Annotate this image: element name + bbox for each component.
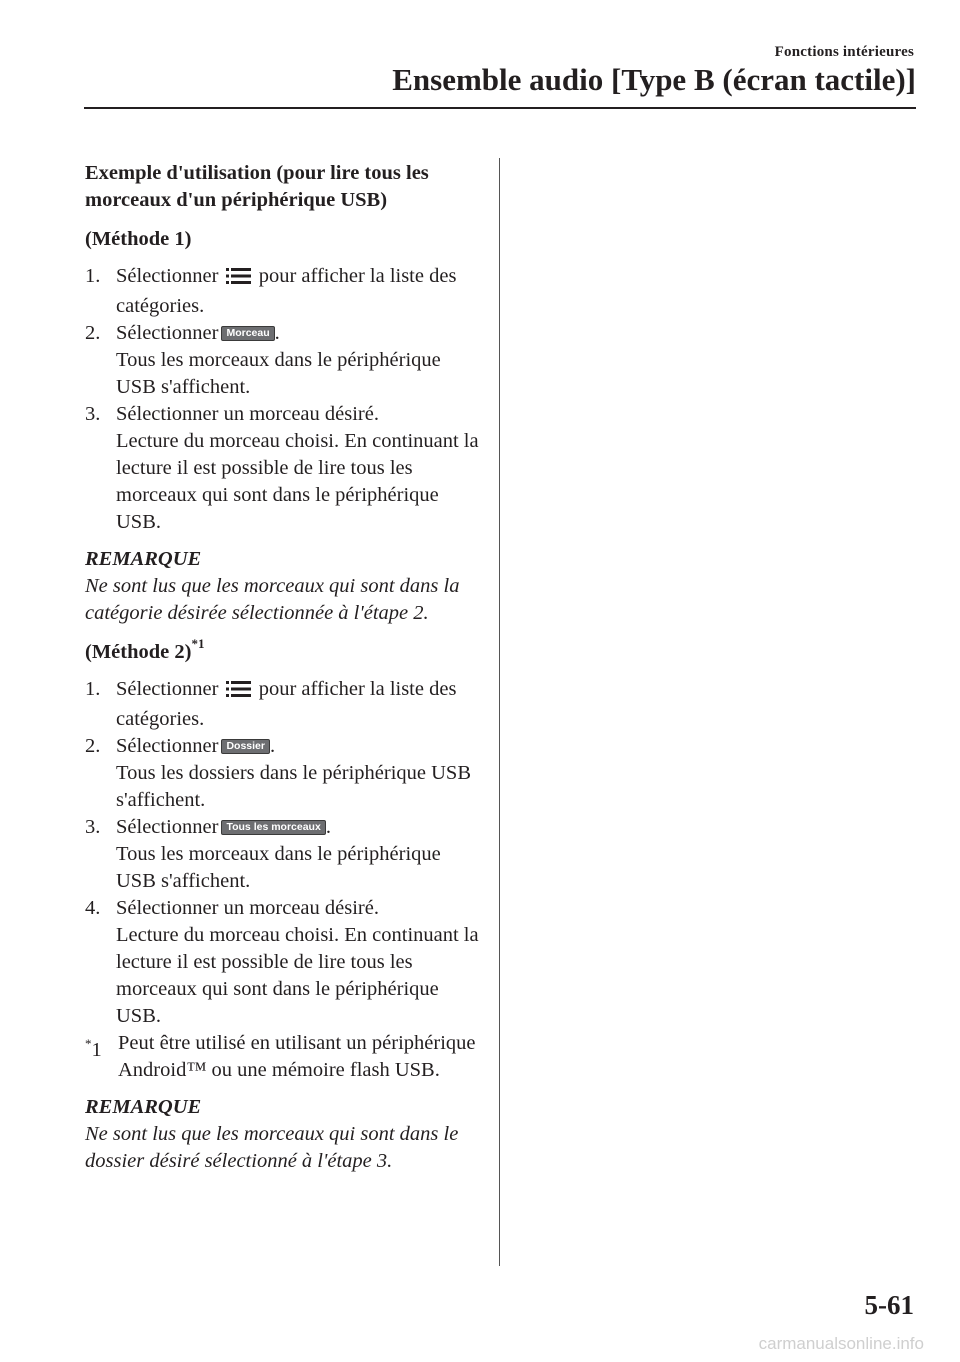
step-text: Sélectionner bbox=[116, 678, 219, 700]
section-heading: Exemple d'utilisation (pour lire tous les morceaux d'un périphérique USB) bbox=[85, 162, 429, 211]
step-text: Sélectionner bbox=[116, 816, 219, 838]
method-1-step-3 bbox=[85, 401, 485, 536]
step-result: Lecture du morceau choisi. En continuant la lecture il est possible de lire tous les morceaux qui sont dans le périphérique USB. bbox=[116, 430, 479, 533]
step-text: Sélectionner un morceau désiré. bbox=[116, 403, 379, 425]
step-text: Sélectionner bbox=[116, 265, 219, 287]
method-2-title: (Méthode 2) bbox=[85, 641, 192, 663]
step-result: Tous les morceaux dans le périphérique USB s'affichent. bbox=[116, 349, 441, 398]
step-text: Sélectionner un morceau désiré. bbox=[116, 897, 379, 919]
page-number: 5-61 bbox=[864, 1290, 914, 1320]
remark-1-text: Ne sont lus que les morceaux qui sont dans la catégorie désirée sélectionnée à l'étape 2. bbox=[85, 575, 460, 624]
step-punct: . bbox=[274, 322, 280, 344]
step-text-after: pour afficher la liste des catégories. bbox=[116, 265, 457, 317]
step-number: 1. bbox=[85, 678, 101, 700]
step-punct: . bbox=[270, 735, 276, 757]
list-icon bbox=[226, 266, 251, 293]
remark-2-text: Ne sont lus que les morceaux qui sont dans le dossier désiré sélectionné à l'étape 3. bbox=[85, 1123, 459, 1172]
morceau-button-label: Morceau bbox=[221, 326, 274, 341]
footnote-text: Peut être utilisé en utilisant un périphérique Android™ ou une mémoire flash USB. bbox=[118, 1032, 476, 1081]
step-result: Lecture du morceau choisi. En continuant la lecture il est possible de lire tous les morceaux qui sont dans le périphérique USB. bbox=[116, 924, 479, 1027]
step-result: Tous les dossiers dans le périphérique USB s'affichent. bbox=[116, 762, 471, 811]
header-rule bbox=[84, 107, 916, 109]
footnote-mark: * bbox=[85, 1036, 92, 1051]
method-2-step-1 bbox=[85, 676, 485, 733]
step-number: 3. bbox=[85, 816, 101, 838]
method-2-step-4 bbox=[85, 895, 485, 1030]
column-divider bbox=[499, 158, 500, 1266]
remark-1-title: REMARQUE bbox=[85, 548, 202, 570]
method-1-title: (Méthode 1) bbox=[85, 228, 192, 250]
step-number: 3. bbox=[85, 403, 101, 425]
method-1-step-2 bbox=[85, 320, 485, 401]
main-column bbox=[85, 160, 485, 1175]
step-text: Sélectionner bbox=[116, 322, 219, 344]
tous-les-morceaux-button-label: Tous les morceaux bbox=[221, 820, 325, 835]
method-1-step-1 bbox=[85, 263, 485, 320]
list-icon bbox=[226, 679, 251, 706]
footnote-number: 1 bbox=[91, 1038, 102, 1061]
footnote bbox=[85, 1030, 485, 1084]
dossier-button-label: Dossier bbox=[221, 739, 270, 754]
watermark: carmanualsonline.info bbox=[758, 1334, 924, 1353]
method-2-step-3 bbox=[85, 814, 485, 895]
step-result: Tous les morceaux dans le périphérique USB s'affichent. bbox=[116, 843, 441, 892]
step-number: 1. bbox=[85, 265, 101, 287]
footnote-reference: *1 bbox=[191, 636, 205, 652]
method-2-step-2 bbox=[85, 733, 485, 814]
step-number: 2. bbox=[85, 322, 101, 344]
step-number: 4. bbox=[85, 897, 101, 919]
remark-2-title: REMARQUE bbox=[85, 1096, 202, 1118]
step-text: Sélectionner bbox=[116, 735, 219, 757]
header-section: Fonctions intérieures bbox=[774, 44, 914, 60]
step-number: 2. bbox=[85, 735, 101, 757]
step-text-after: pour afficher la liste des catégories. bbox=[116, 678, 457, 730]
step-punct: . bbox=[325, 816, 331, 838]
header-title: Ensemble audio [Type B (écran tactile)] bbox=[392, 62, 916, 97]
